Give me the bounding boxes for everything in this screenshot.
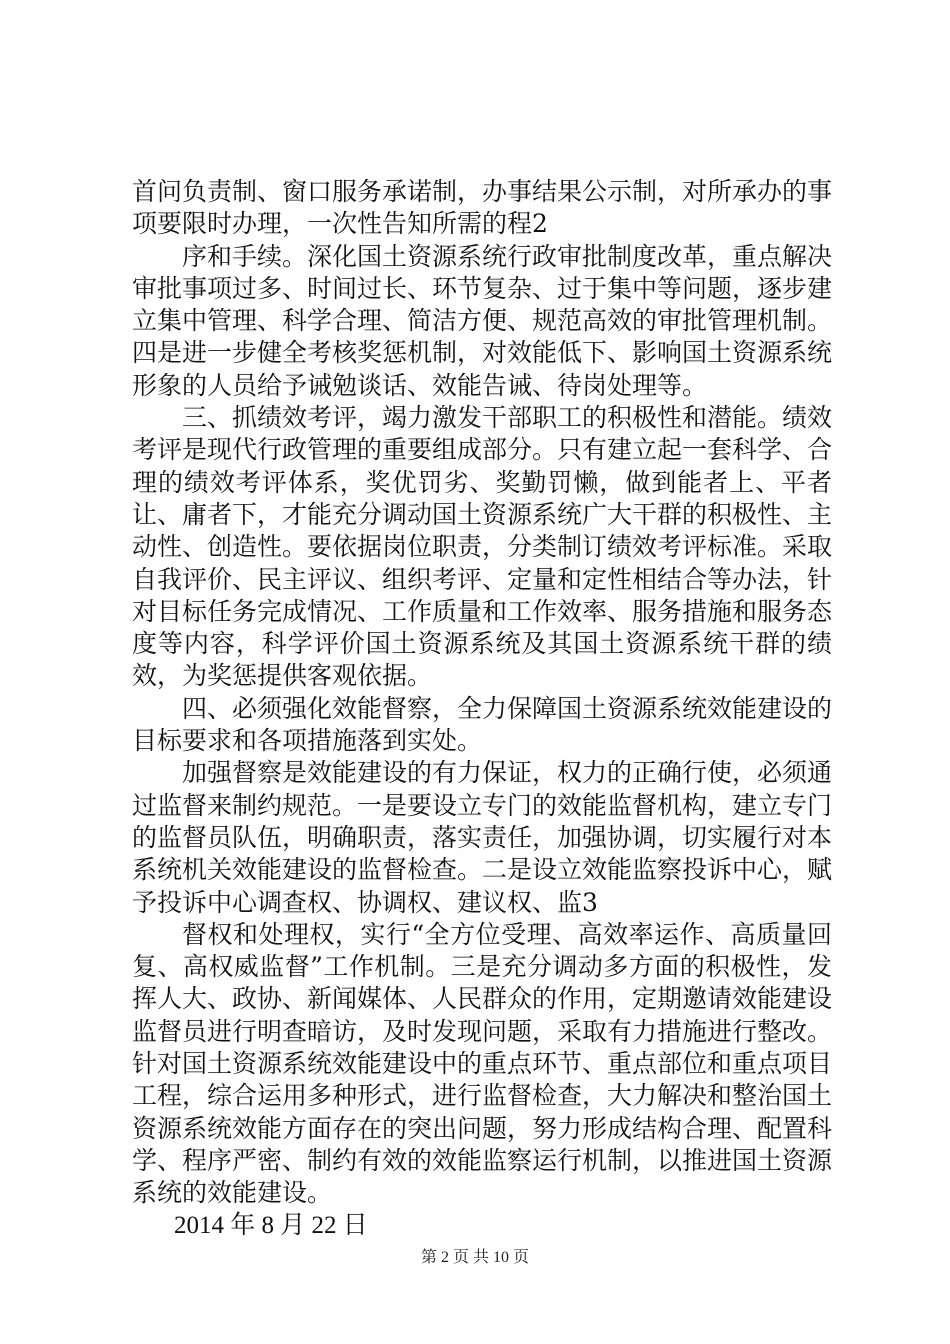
paragraph-2: 序和手续。深化国土资源系统行政审批制度改革，重点解决审批事项过多、时间过长、环节复杂、过于集中等问题，逐步建立集中管理、科学合理、简洁方便、规范高效的审批管理机制。四是进一步健全考核奖惩机制，对效能低下、影响国土资源系统形象的人员给予诫勉谈话、效能告诫、待岗处理等。 xyxy=(132,241,833,400)
document-date: 2014 年 8 月 22 日 xyxy=(174,1211,368,1239)
paragraph-5: 加强督察是效能建设的有力保证，权力的正确行使，必须通过监督来制约规范。一是要设立专门的效能监督机构，建立专门的监督员队伍，明确职责，落实责任，加强协调，切实履行对本系统机关效能建设的监督检查。二是设立效能监察投诉中心，赋予投诉中心调查权、协调权、建议权、监3 xyxy=(132,758,833,917)
document-body xyxy=(132,176,832,1242)
paragraph-3: 三、抓绩效考评，竭力激发干部职工的积极性和潜能。绩效考评是现代行政管理的重要组成部分。只有建立起一套科学、合理的绩效考评体系，奖优罚劣、奖勤罚懒，做到能者上、平者让、庸者下，才能充分调动国土资源系统广大干群的积极性、主动性、创造性。要依据岗位职责，分类制订绩效考评标准。采取自我评价、民主评议、组织考评、定量和定性相结合等办法，针对目标任务完成情况、工作质量和工作效率、服务措施和服务态度等内容，科学评价国土资源系统及其国土资源系统干群的绩效，为奖惩提供客观依据。 xyxy=(132,403,833,691)
paragraph-6: 督权和处理权，实行“全方位受理、高效率运作、高质量回复、高权威监督”工作机制。三是充分调动多方面的积极性，发挥人大、政协、新闻媒体、人民群众的作用，定期邀请效能建设监督员进行明查暗访，及时发现问题，采取有力措施进行整改。针对国土资源系统效能建设中的重点环节、重点部位和重点项目工程，综合运用多种形式，进行监督检查，大力解决和整治国土资源系统效能方面存在的突出问题，努力形成结构合理、配置科学、程序严密、制约有效的效能监察运行机制，以推进国土资源系统的效能建设。 xyxy=(132,919,833,1208)
paragraph-4: 四、必须强化效能督察，全力保障国土资源系统效能建设的目标要求和各项措施落到实处。 xyxy=(132,693,833,756)
paragraph-1: 首问负责制、窗口服务承诺制，办事结果公示制，对所承办的事项要限时办理，一次性告知所需的程2 xyxy=(132,177,833,239)
page-footer: 第 2 页 共 10 页 xyxy=(420,1249,529,1266)
